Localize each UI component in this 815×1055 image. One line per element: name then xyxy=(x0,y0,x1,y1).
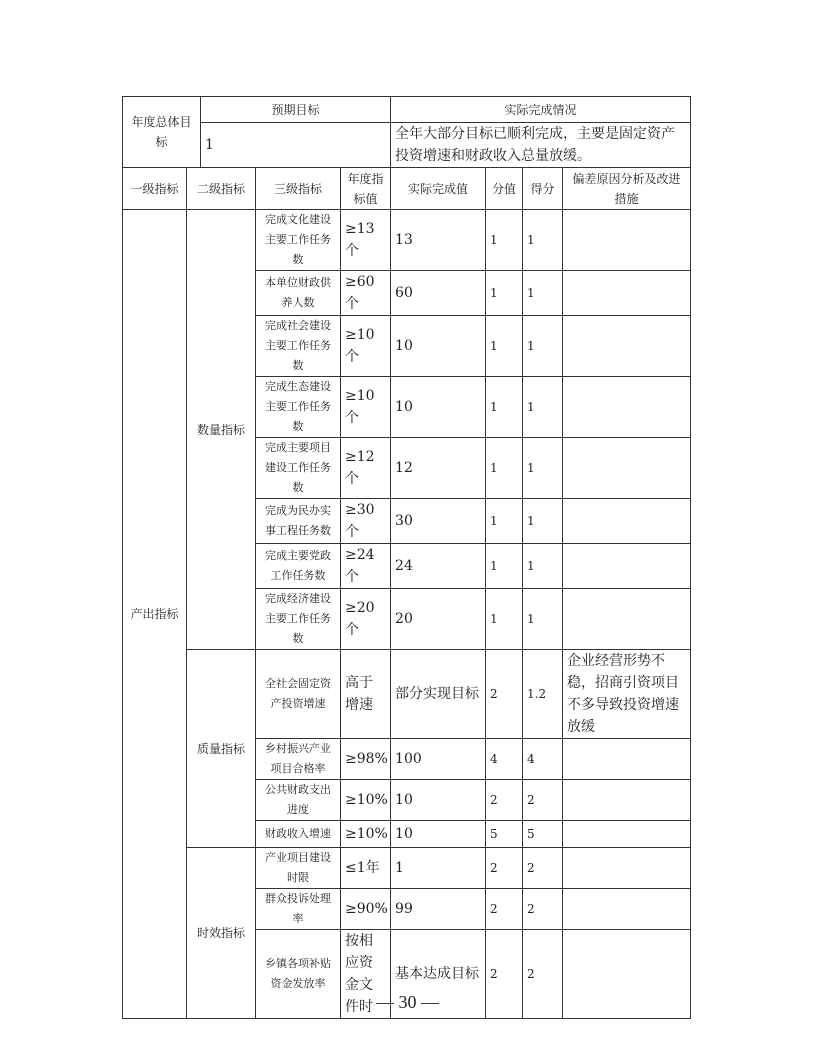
level3-cell: 公共财政支出进度 xyxy=(256,780,341,821)
deviation-cell xyxy=(563,589,691,650)
actual-cell: 10 xyxy=(391,377,486,438)
score-value-cell: 1 xyxy=(486,438,523,499)
score-cell: 1 xyxy=(523,377,563,438)
target-cell: 高于增速 xyxy=(341,650,391,739)
performance-table xyxy=(122,96,691,1019)
header-level2: 二级指标 xyxy=(187,168,256,210)
target-cell: 按相应资金文件时 xyxy=(341,930,391,1019)
level3-cell: 产业项目建设时限 xyxy=(256,848,341,889)
target-cell: ≥60个 xyxy=(341,271,391,316)
score-value-cell: 2 xyxy=(486,780,523,821)
score-cell: 1 xyxy=(523,544,563,589)
actual-completion-value: 全年大部分目标已顺利完成，主要是固定资产投资增速和财政收入总量放缓。 xyxy=(391,123,691,168)
level3-cell: 完成经济建设主要工作任务数 xyxy=(256,589,341,650)
score-cell: 1 xyxy=(523,316,563,377)
score-cell: 5 xyxy=(523,821,563,848)
level3-cell: 完成文化建设主要工作任务数 xyxy=(256,210,341,271)
expected-goal-value: 1 xyxy=(201,123,391,168)
score-cell: 1 xyxy=(523,589,563,650)
deviation-cell xyxy=(563,848,691,889)
score-cell: 2 xyxy=(523,930,563,1019)
actual-cell: 10 xyxy=(391,821,486,848)
deviation-cell xyxy=(563,821,691,848)
actual-cell: 1 xyxy=(391,848,486,889)
target-cell: ≥98% xyxy=(341,739,391,780)
level3-cell: 完成主要项目建设工作任务数 xyxy=(256,438,341,499)
header-actual: 实际完成值 xyxy=(391,168,486,210)
table-row xyxy=(123,650,691,739)
deviation-cell xyxy=(563,780,691,821)
level3-cell: 财政收入增速 xyxy=(256,821,341,848)
score-value-cell: 4 xyxy=(486,739,523,780)
actual-cell: 99 xyxy=(391,889,486,930)
target-cell: ≥24个 xyxy=(341,544,391,589)
target-cell: ≥10个 xyxy=(341,316,391,377)
target-cell: ≥20个 xyxy=(341,589,391,650)
score-value-cell: 1 xyxy=(486,316,523,377)
actual-cell: 30 xyxy=(391,499,486,544)
score-value-cell: 2 xyxy=(486,930,523,1019)
target-cell: ≥12个 xyxy=(341,438,391,499)
deviation-cell xyxy=(563,377,691,438)
table-row xyxy=(123,210,691,271)
level3-cell: 全社会固定资产投资增速 xyxy=(256,650,341,739)
overall-goal-label: 年度总体目标 xyxy=(123,97,201,168)
header-deviation: 偏差原因分析及改进措施 xyxy=(563,168,691,210)
deviation-cell xyxy=(563,544,691,589)
level3-cell: 完成为民办实事工程任务数 xyxy=(256,499,341,544)
deviation-cell xyxy=(563,438,691,499)
score-value-cell: 1 xyxy=(486,210,523,271)
header-level3: 三级指标 xyxy=(256,168,341,210)
score-cell: 2 xyxy=(523,889,563,930)
actual-cell: 13 xyxy=(391,210,486,271)
deviation-cell xyxy=(563,316,691,377)
actual-cell: 12 xyxy=(391,438,486,499)
level3-cell: 本单位财政供养人数 xyxy=(256,271,341,316)
score-cell: 1 xyxy=(523,271,563,316)
level3-cell: 群众投诉处理率 xyxy=(256,889,341,930)
deviation-cell: 企业经营形势不稳，招商引资项目不多导致投资增速放缓 xyxy=(563,650,691,739)
actual-cell: 60 xyxy=(391,271,486,316)
score-cell: 2 xyxy=(523,848,563,889)
deviation-cell xyxy=(563,889,691,930)
level3-cell: 乡镇各项补贴资金发放率 xyxy=(256,930,341,1019)
score-value-cell: 2 xyxy=(486,650,523,739)
score-cell: 1 xyxy=(523,210,563,271)
level3-cell: 完成社会建设主要工作任务数 xyxy=(256,316,341,377)
score-value-cell: 1 xyxy=(486,589,523,650)
score-cell: 4 xyxy=(523,739,563,780)
score-value-cell: 1 xyxy=(486,377,523,438)
target-cell: ≥13个 xyxy=(341,210,391,271)
score-value-cell: 5 xyxy=(486,821,523,848)
level3-cell: 完成主要党政工作任务数 xyxy=(256,544,341,589)
deviation-cell xyxy=(563,210,691,271)
target-cell: ≥10个 xyxy=(341,377,391,438)
target-cell: ≥10% xyxy=(341,780,391,821)
actual-cell: 10 xyxy=(391,316,486,377)
header-score-value: 分值 xyxy=(486,168,523,210)
level2-cell: 质量指标 xyxy=(187,650,256,848)
target-cell: ≤1年 xyxy=(341,848,391,889)
score-cell: 1.2 xyxy=(523,650,563,739)
page-number: — 30 — xyxy=(376,992,439,1012)
score-value-cell: 1 xyxy=(486,499,523,544)
actual-completion-label: 实际完成情况 xyxy=(391,97,691,123)
score-value-cell: 1 xyxy=(486,271,523,316)
score-value-cell: 2 xyxy=(486,848,523,889)
deviation-cell xyxy=(563,739,691,780)
target-cell: ≥30个 xyxy=(341,499,391,544)
score-cell: 1 xyxy=(523,499,563,544)
header-target: 年度指标值 xyxy=(341,168,391,210)
actual-cell: 24 xyxy=(391,544,486,589)
expected-goal-label: 预期目标 xyxy=(201,97,391,123)
deviation-cell xyxy=(563,271,691,316)
actual-cell: 基本达成目标 xyxy=(391,930,486,1019)
deviation-cell xyxy=(563,499,691,544)
score-cell: 2 xyxy=(523,780,563,821)
target-cell: ≥90% xyxy=(341,889,391,930)
header-level1: 一级指标 xyxy=(123,168,187,210)
header-score: 得分 xyxy=(523,168,563,210)
level3-cell: 完成生态建设主要工作任务数 xyxy=(256,377,341,438)
actual-cell: 10 xyxy=(391,780,486,821)
actual-cell: 部分实现目标 xyxy=(391,650,486,739)
level2-cell: 数量指标 xyxy=(187,210,256,650)
score-cell: 1 xyxy=(523,438,563,499)
level3-cell: 乡村振兴产业项目合格率 xyxy=(256,739,341,780)
score-value-cell: 2 xyxy=(486,889,523,930)
level2-cell: 时效指标 xyxy=(187,848,256,1019)
level1-cell: 产出指标 xyxy=(123,210,187,1019)
score-value-cell: 1 xyxy=(486,544,523,589)
actual-cell: 100 xyxy=(391,739,486,780)
target-cell: ≥10% xyxy=(341,821,391,848)
actual-cell: 20 xyxy=(391,589,486,650)
table-row xyxy=(123,848,691,889)
